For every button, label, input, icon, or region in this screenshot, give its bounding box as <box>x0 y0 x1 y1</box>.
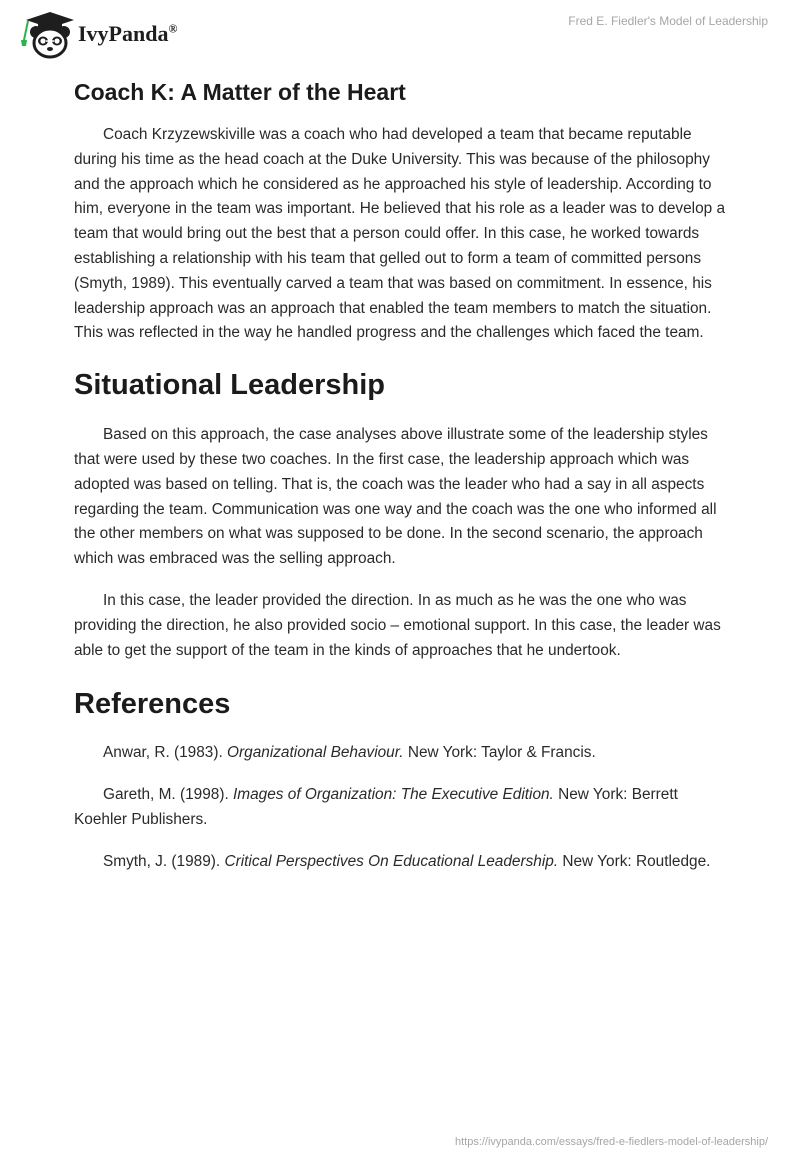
ivypanda-logo[interactable] <box>16 10 196 60</box>
section-coach-k <box>74 75 728 346</box>
reference-item: Anwar, R. (1983). Organizational Behaviour. New York: Taylor & Francis. <box>103 744 596 762</box>
paragraph: Based on this approach, the case analyses above illustrate some of the leadership styles that were used by these two coaches. In the first case, the leadership approach which was adopted was based on telling. That is, the coach was the leader who had a say in all aspects regarding the team. Communication was one way and the coach was the one who informed all the other members on what was supposed to be done. In the second scenario, the approach which was embraced was the selling approach. <box>74 426 717 568</box>
paragraph: Coach Krzyzewskiville was a coach who had developed a team that became reputable during his time as the head coach at the Duke University. This was because of the philosophy and the approach which he considered as he approached his style of leadership. According to him, everyone in the team was important. He believed that his role as a leader was to develop a team that would bring out the best that a person could offer. In this case, he worked towards establishing a relationship with his team that gelled out to form a team of committed persons (Smyth, 1989). This eventually carved a team that was based on commitment. In essence, his leadership approach was an approach that enabled the team members to match the situation. This was reflected in the way he handled progress and the challenges which faced the team. <box>74 126 726 342</box>
page-header <box>0 0 800 70</box>
essay-content <box>74 72 728 875</box>
brand-name: IvyPanda® <box>78 21 178 46</box>
section-heading: Coach K: A Matter of the Heart <box>74 79 406 105</box>
section-situational-leadership <box>74 365 728 663</box>
document-title: Fred E. Fiedler's Model of Leadership <box>568 14 768 28</box>
section-heading: References <box>74 688 231 721</box>
section-references <box>74 684 728 874</box>
panda-graduate-icon <box>16 10 76 60</box>
source-url[interactable]: https://ivypanda.com/essays/fred-e-fiedlers-model-of-leadership/ <box>454 1136 768 1148</box>
paragraph: In this case, the leader provided the direction. In as much as he was the one who was providing the direction, he also provided socio – emotional support. In this case, the leader was able to get the support of the team in the kinds of approaches that he undertook. <box>74 591 721 659</box>
reference-item: Gareth, M. (1998). Images of Organization: The Executive Edition. New York: Berrett Koehler Publishers. <box>74 786 678 828</box>
section-heading: Situational Leadership <box>74 369 385 402</box>
reference-item: Smyth, J. (1989). Critical Perspectives On Educational Leadership. New York: Routledge. <box>103 852 711 870</box>
